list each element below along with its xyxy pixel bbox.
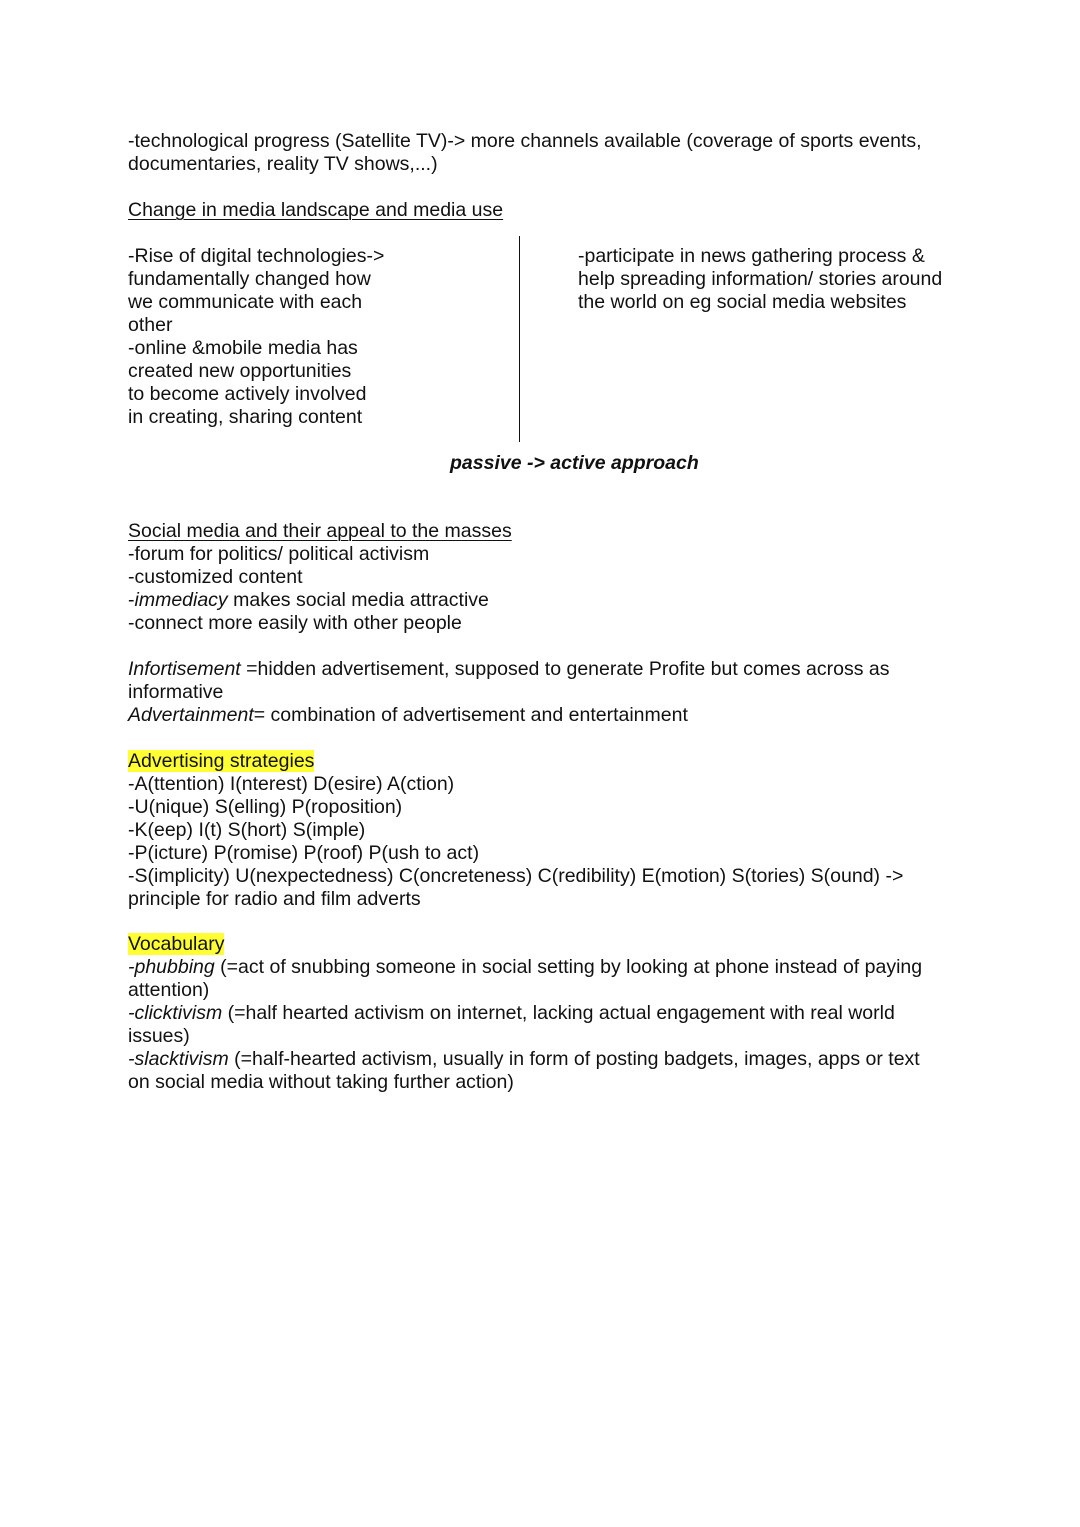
advertising-section [128,750,903,911]
vocab-line: issues) [128,1025,190,1047]
vocab-line [128,1002,922,1025]
definition-text: =hidden advertisement, supposed to generate Profite but comes across as [240,658,890,680]
right-column-line: help spreading information/ stories around [578,268,943,290]
passive-active-caption: passive -> active approach [450,452,699,474]
vocab-line: attention) [128,979,210,1001]
list-item-text: makes social media attractive [227,589,489,611]
section-heading-advertising: Advertising strategies [128,750,315,772]
definition-text: = combination of advertisement and entertainment [253,704,688,726]
list-item: -customized content [128,566,303,588]
vocab-term: -phubbing [128,956,215,978]
vocab-line: on social media without taking further action) [128,1071,514,1093]
vocab-definition: (=half hearted activism on internet, lacking actual engagement with real world [222,1002,895,1024]
section-heading-change: Change in media landscape and media use [128,199,504,221]
section-heading-social: Social media and their appeal to the masses [128,520,512,542]
definition-line [128,704,889,727]
term-immediacy: immediacy [134,589,228,611]
vocabulary-section [128,933,922,1094]
vocab-line [128,956,922,979]
strategy-line: principle for radio and film adverts [128,888,421,910]
list-item [128,589,512,612]
section-heading-vocabulary: Vocabulary [128,933,225,955]
strategy-line: -A(ttention) I(nterest) D(esire) A(ction) [128,773,455,795]
vocab-definition: (=half-hearted activism, usually in form of posting badgets, images, apps or text [228,1048,920,1070]
right-column-line: -participate in news gathering process & [578,245,925,267]
term-advertainment: Advertainment [128,704,254,726]
intro-line: -technological progress (Satellite TV)-> more channels available (coverage of sports events, [128,130,922,152]
left-column-line: created new opportunities [128,360,352,382]
definition-line [128,658,889,681]
column-divider [519,236,520,442]
left-column-line: in creating, sharing content [128,406,363,428]
right-column-line: the world on eg social media websites [578,291,907,313]
definition-line: informative [128,681,224,703]
change-right-column [578,245,942,314]
strategy-line: -K(eep) I(t) S(hort) S(imple) [128,819,366,841]
left-column-line: other [128,314,173,336]
change-left-column [128,245,384,429]
left-column-line: -Rise of digital technologies-> [128,245,385,267]
vocab-definition: (=act of snubbing someone in social setting by looking at phone instead of paying [214,956,923,978]
strategy-line: -U(nique) S(elling) P(roposition) [128,796,403,818]
left-column-line: to become actively involved [128,383,367,405]
vocab-term: -slacktivism [128,1048,229,1070]
vocab-term: -clicktivism [128,1002,223,1024]
definitions-section [128,658,889,727]
strategy-line: -P(icture) P(romise) P(roof) P(ush to act) [128,842,480,864]
vocab-line [128,1048,922,1071]
list-item: -connect more easily with other people [128,612,462,634]
left-column-line: -online &mobile media has [128,337,358,359]
term-infortisement: Infortisement [128,658,241,680]
intro-paragraph [128,130,922,176]
left-column-line: we communicate with each [128,291,363,313]
social-media-section [128,520,512,635]
left-column-line: fundamentally changed how [128,268,371,290]
list-bullet: - [128,589,135,611]
intro-line: documentaries, reality TV shows,...) [128,153,438,175]
list-item: -forum for politics/ political activism [128,543,430,565]
strategy-line: -S(implicity) U(nexpectedness) C(oncreteness) C(redibility) E(motion) S(tories) S(ound) -> [128,865,904,887]
